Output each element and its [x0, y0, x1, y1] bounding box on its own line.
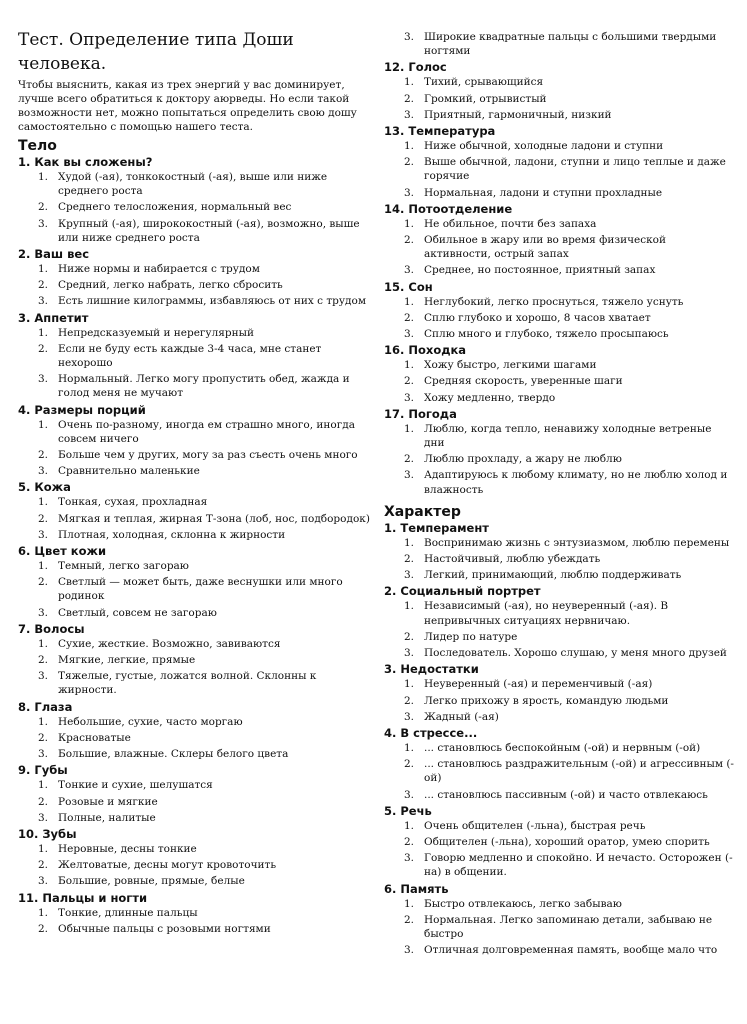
answer-list — [384, 358, 734, 405]
answer-text: Независимый (-ая), но неуверенный (-ая). В непривычных ситуациях нервничаю. — [424, 600, 669, 627]
answer-number: 1. — [38, 906, 49, 919]
question-block — [18, 622, 370, 698]
answer-text: Громкий, отрывистый — [424, 92, 547, 105]
answer-list — [384, 30, 734, 58]
answer-text: Люблю, когда тепло, ненавижу холодные ветреные дни — [424, 422, 712, 450]
answer-item — [384, 422, 734, 450]
question-block — [18, 891, 370, 936]
answer-item — [18, 559, 370, 573]
answer-item — [384, 374, 734, 388]
answer-number: 3. — [404, 569, 415, 582]
answer-list — [384, 139, 734, 200]
answer-item — [384, 819, 734, 833]
answer-text: Если не буду есть каждые 3-4 часа, мне станет нехорошо — [58, 342, 322, 370]
answer-number: 3. — [38, 528, 49, 541]
answer-text: Общителен (-льна), хороший оратор, умею спорить — [424, 835, 710, 848]
answer-text: Сравнительно маленькие — [58, 465, 200, 478]
question-block — [18, 155, 370, 245]
answer-item — [384, 897, 734, 911]
question-block — [384, 662, 734, 724]
answer-number: 2. — [38, 654, 49, 667]
answer-text: Легко прихожу в ярость, командую людьми — [424, 694, 669, 707]
answer-number: 2. — [38, 859, 49, 872]
section-title-body: Тело — [18, 138, 57, 154]
answer-number: 3. — [38, 606, 49, 619]
answer-text: Ниже обычной, холодные ладони и ступни — [424, 140, 664, 153]
answer-item — [18, 512, 370, 526]
answer-number: 2. — [38, 576, 49, 589]
question-block — [384, 407, 734, 497]
question-title: 6. Память — [384, 881, 449, 896]
answer-text: Красноватые — [58, 731, 131, 744]
answer-number: 2. — [38, 342, 49, 355]
answer-number: 2. — [404, 553, 415, 566]
answer-item — [384, 677, 734, 691]
section-title-character: Характер — [384, 503, 461, 520]
answer-text: Обычные пальцы с розовыми ногтями — [58, 922, 271, 935]
answer-number: 3. — [404, 328, 415, 341]
answer-text: ... становлюсь пассивным (-ой) и часто отвлекаюсь — [424, 788, 708, 801]
answer-item — [18, 842, 370, 856]
answer-text: Не обильное, почти без запаха — [424, 217, 597, 230]
answer-item — [18, 906, 370, 920]
answer-list — [18, 170, 370, 245]
question-title: 4. Размеры порций — [18, 402, 146, 417]
answer-number: 2. — [404, 375, 415, 388]
answer-item — [18, 715, 370, 729]
answer-number: 3. — [404, 788, 415, 801]
answer-number: 2. — [38, 449, 49, 462]
answer-number: 2. — [38, 922, 49, 935]
answer-number: 3. — [404, 31, 415, 43]
answer-text: Худой (-ая), тонкокостный (-ая), выше или ниже среднего роста — [58, 171, 328, 198]
answer-item — [18, 294, 370, 308]
question-title: 1. Как вы сложены? — [18, 155, 153, 169]
answer-list — [18, 418, 370, 479]
answer-number: 2. — [38, 201, 49, 214]
answer-number: 1. — [38, 418, 49, 431]
question-block — [18, 480, 370, 542]
answer-item — [384, 92, 734, 106]
intro-text: Чтобы выяснить, какая из трех энергий у вас доминирует, лучше всего обратиться к доктору аюрведы. Но если такой возможности нет, можно попытаться определить свою дошу самостоятельно с помощью нашего теста. — [18, 79, 357, 133]
answer-text: Люблю прохладу, а жару не люблю — [424, 453, 622, 466]
answer-number: 2. — [404, 694, 415, 707]
answer-number: 1. — [404, 422, 415, 435]
answer-number: 2. — [404, 311, 415, 324]
answer-item — [384, 217, 734, 231]
answer-number: 1. — [38, 171, 49, 183]
answer-text: Сухие, жесткие. Возможно, завиваются — [58, 637, 281, 650]
answer-text: Очень по-разному, иногда ем страшно много, иногда совсем ничего — [58, 418, 355, 445]
answer-text: Тонкая, сухая, прохладная — [58, 496, 208, 509]
answer-number: 1. — [404, 536, 415, 549]
answer-number: 1. — [404, 76, 415, 89]
answer-item — [384, 139, 734, 153]
answer-item — [384, 694, 734, 708]
answer-text: Светлый, совсем не загораю — [58, 606, 217, 619]
question-title: 13. Температура — [384, 124, 496, 139]
answer-item — [384, 630, 734, 644]
answer-number: 3. — [38, 465, 49, 478]
answer-item — [18, 606, 370, 620]
answer-text: Полные, налитые — [58, 811, 156, 824]
left-column — [18, 28, 370, 938]
answer-item — [18, 528, 370, 542]
answer-number: 2. — [38, 795, 49, 808]
answer-item — [18, 922, 370, 936]
answer-text: Сплю много и глубоко, тяжело просыпаюсь — [424, 328, 669, 341]
answer-item — [384, 851, 734, 879]
answer-number: 1. — [38, 560, 49, 573]
answer-text: Тяжелые, густые, ложатся волной. Склонны к жирности. — [58, 670, 317, 697]
answer-list — [384, 75, 734, 122]
answer-item — [384, 358, 734, 372]
answer-number: 1. — [404, 741, 415, 754]
answer-text: Темный, легко загораю — [58, 560, 189, 573]
answer-list — [18, 637, 370, 698]
answer-item — [384, 311, 734, 325]
answer-list — [384, 295, 734, 342]
answer-number: 2. — [38, 731, 49, 744]
answer-item — [384, 108, 734, 122]
question-list-left — [18, 155, 370, 936]
answer-number: 1. — [404, 295, 415, 308]
answer-item — [18, 747, 370, 761]
answer-text: Выше обычной, ладони, ступни и лицо теплые и даже горячие — [424, 156, 726, 183]
answer-number: 2. — [404, 92, 415, 105]
page-title: Тест. Определение типа Доши человека. — [18, 30, 294, 74]
answer-list — [384, 536, 734, 583]
answer-item — [384, 468, 734, 496]
question-block — [18, 247, 370, 309]
answer-text: Большие, влажные. Склеры белого цвета — [58, 748, 289, 761]
answer-number: 2. — [404, 630, 415, 643]
answer-number: 3. — [404, 469, 415, 482]
answer-number: 2. — [404, 913, 415, 926]
answer-list — [18, 906, 370, 936]
answer-number: 3. — [38, 295, 49, 308]
answer-text: Большие, ровные, прямые, белые — [58, 875, 245, 888]
answer-number: 1. — [404, 897, 415, 910]
answer-number: 3. — [404, 186, 415, 199]
answer-item — [384, 710, 734, 724]
answer-item — [18, 637, 370, 651]
answer-list — [18, 715, 370, 762]
answer-text: Мягкие, легкие, прямые — [58, 654, 196, 667]
answer-number: 3. — [38, 811, 49, 824]
answer-item — [18, 575, 370, 603]
question-block — [18, 827, 370, 889]
answer-item — [384, 741, 734, 755]
answer-number: 3. — [404, 108, 415, 121]
answer-item — [384, 943, 734, 957]
answer-text: Воспринимаю жизнь с энтузиазмом, люблю перемены — [424, 536, 730, 549]
answer-number: 1. — [404, 600, 415, 613]
answer-text: Плотная, холодная, склонна к жирности — [58, 528, 286, 541]
answer-text: Крупный (-ая), ширококостный (-ая), возможно, выше или ниже среднего роста — [58, 217, 360, 244]
answer-number: 2. — [38, 512, 49, 525]
answer-text: Мягкая и теплая, жирная Т-зона (лоб, нос, подбородок) — [58, 512, 370, 525]
answer-text: Говорю медленно и спокойно. И нечасто. Осторожен (-на) в общении. — [424, 852, 733, 879]
answer-item — [18, 795, 370, 809]
answer-item — [384, 155, 734, 183]
answer-item — [18, 170, 370, 198]
answer-text: Обильное в жару или во время физической активности, острый запах — [424, 234, 667, 261]
answer-text: Неровные, десны тонкие — [58, 842, 197, 855]
answer-item — [18, 653, 370, 667]
question-block — [384, 30, 734, 58]
answer-text: Хожу быстро, легкими шагами — [424, 359, 597, 372]
question-block — [384, 726, 734, 802]
answer-item — [18, 278, 370, 292]
answer-item — [384, 599, 734, 627]
answer-list — [18, 262, 370, 309]
answer-list — [18, 559, 370, 620]
answer-text: Ниже нормы и набирается с трудом — [58, 263, 260, 276]
answer-list — [18, 495, 370, 542]
answer-item — [18, 418, 370, 446]
question-block — [384, 124, 734, 200]
question-title: 5. Речь — [384, 803, 432, 818]
answer-list — [384, 599, 734, 660]
answer-item — [18, 495, 370, 509]
answer-item — [384, 913, 734, 941]
question-block — [384, 202, 734, 278]
answer-number: 1. — [404, 359, 415, 372]
answer-item — [384, 186, 734, 200]
answer-number: 3. — [404, 647, 415, 660]
answer-text: Тонкие, длинные пальцы — [58, 906, 198, 919]
answer-text: Больше чем у других, могу за раз съесть очень много — [58, 449, 358, 462]
answer-number: 1. — [38, 496, 49, 509]
answer-item — [18, 200, 370, 214]
answer-item — [18, 858, 370, 872]
answer-text: Хожу медленно, твердо — [424, 391, 556, 404]
answer-item — [384, 757, 734, 785]
answer-number: 1. — [38, 326, 49, 339]
question-title: 17. Погода — [384, 406, 457, 421]
right-column — [384, 30, 734, 959]
answer-item — [384, 552, 734, 566]
question-list-right-character — [384, 521, 734, 957]
answer-text: Настойчивый, люблю убеждать — [424, 553, 601, 566]
question-title: 5. Кожа — [18, 480, 71, 495]
answer-text: Средняя скорость, уверенные шаги — [424, 375, 623, 388]
answer-number: 2. — [404, 758, 415, 771]
question-title: 15. Сон — [384, 279, 433, 294]
answer-text: Неглубокий, легко проснуться, тяжело уснуть — [424, 295, 684, 308]
answer-text: Отличная долговременная память, вообще мало что — [424, 944, 718, 957]
answer-number: 1. — [38, 637, 49, 650]
question-block — [18, 311, 370, 401]
answer-text: ... становлюсь раздражительным (-ой) и агрессивным (-ой) — [424, 758, 734, 785]
question-list-right-body — [384, 30, 734, 497]
question-block — [384, 584, 734, 660]
answer-item — [384, 452, 734, 466]
answer-number: 1. — [38, 715, 49, 728]
answer-list — [384, 217, 734, 278]
answer-list — [384, 897, 734, 958]
answer-text: Очень общителен (-льна), быстрая речь — [424, 819, 646, 832]
answer-number: 1. — [404, 819, 415, 832]
answer-item — [384, 568, 734, 582]
answer-list — [18, 842, 370, 889]
answer-item — [384, 391, 734, 405]
answer-text: ... становлюсь беспокойным (-ой) и нервным (-ой) — [424, 741, 701, 754]
answer-item — [384, 646, 734, 660]
answer-text: Тихий, срывающийся — [424, 76, 544, 89]
answer-text: Быстро отвлекаюсь, легко забываю — [424, 897, 622, 910]
answer-item — [18, 669, 370, 697]
answer-number: 1. — [404, 678, 415, 691]
answer-number: 1. — [38, 779, 49, 792]
question-block — [18, 403, 370, 479]
answer-number: 3. — [404, 852, 415, 865]
answer-item — [384, 327, 734, 341]
answer-number: 3. — [404, 710, 415, 723]
answer-item — [18, 811, 370, 825]
answer-text: Средний, легко набрать, легко сбросить — [58, 279, 283, 292]
question-title: 1. Темперамент — [384, 520, 489, 535]
question-title: 6. Цвет кожи — [18, 544, 106, 559]
answer-text: Неуверенный (-ая) и переменчивый (-ая) — [424, 678, 653, 691]
answer-text: Тонкие и сухие, шелушатся — [58, 779, 213, 792]
answer-number: 2. — [38, 279, 49, 292]
question-title: 8. Глаза — [18, 699, 73, 714]
question-block — [384, 804, 734, 880]
question-block — [384, 280, 734, 342]
question-title: 14. Потоотделение — [384, 201, 513, 216]
answer-item — [18, 448, 370, 462]
answer-item — [384, 788, 734, 802]
answer-number: 3. — [404, 391, 415, 404]
answer-number: 3. — [38, 748, 49, 761]
answer-number: 3. — [38, 875, 49, 888]
answer-text: Приятный, гармоничный, низкий — [424, 108, 612, 121]
answer-item — [18, 326, 370, 340]
answer-list — [384, 741, 734, 802]
question-title: 7. Волосы — [18, 621, 85, 636]
question-title: 16. Походка — [384, 343, 467, 358]
answer-item — [384, 30, 734, 58]
answer-text: Нормальная, ладони и ступни прохладные — [424, 186, 663, 199]
answer-text: Лидер по натуре — [424, 630, 518, 643]
answer-text: Жадный (-ая) — [424, 710, 499, 723]
answer-text: Светлый — может быть, даже веснушки или много родинок — [58, 576, 343, 603]
answer-number: 2. — [404, 234, 415, 247]
answer-item — [18, 464, 370, 478]
answer-text: Широкие квадратные пальцы с большими твердыми ногтями — [424, 31, 717, 58]
question-block — [18, 700, 370, 762]
answer-text: Адаптируюсь к любому климату, но не люблю холод и влажность — [424, 469, 728, 496]
answer-item — [384, 233, 734, 261]
answer-number: 3. — [38, 670, 49, 683]
answer-list — [384, 422, 734, 497]
answer-item — [18, 731, 370, 745]
question-title: 10. Зубы — [18, 826, 77, 841]
answer-item — [18, 217, 370, 245]
answer-number: 1. — [38, 263, 49, 276]
answer-text: Желтоватые, десны могут кровоточить — [58, 859, 277, 872]
answer-text: Розовые и мягкие — [58, 795, 158, 808]
answer-item — [384, 75, 734, 89]
question-title: 12. Голос — [384, 60, 447, 75]
question-block — [384, 521, 734, 583]
answer-number: 3. — [404, 264, 415, 277]
answer-item — [384, 295, 734, 309]
answer-text: Небольшие, сухие, часто моргаю — [58, 715, 243, 728]
answer-number: 3. — [38, 217, 49, 230]
answer-list — [384, 819, 734, 880]
question-title: 3. Недостатки — [384, 662, 479, 677]
answer-text: Легкий, принимающий, люблю поддерживать — [424, 569, 682, 582]
answer-text: Сплю глубоко и хорошо, 8 часов хватает — [424, 311, 651, 324]
answer-number: 3. — [404, 944, 415, 957]
answer-number: 2. — [404, 453, 415, 466]
answer-text: Последователь. Хорошо слушаю, у меня много друзей — [424, 647, 727, 660]
answer-text: Нормальный. Легко могу пропустить обед, жажда и голод меня не мучают — [58, 373, 350, 400]
question-title: 4. В стрессе... — [384, 725, 478, 740]
question-block — [384, 60, 734, 122]
answer-item — [18, 778, 370, 792]
question-block — [18, 544, 370, 620]
answer-number: 3. — [38, 373, 49, 386]
answer-item — [18, 372, 370, 400]
answer-text: Непредсказуемый и нерегулярный — [58, 326, 254, 339]
answer-text: Есть лишние килограммы, избавляюсь от них с трудом — [58, 295, 366, 308]
answer-number: 2. — [404, 835, 415, 848]
answer-item — [384, 835, 734, 849]
answer-number: 2. — [404, 156, 415, 169]
answer-number: 1. — [38, 842, 49, 855]
answer-list — [18, 326, 370, 401]
answer-list — [384, 677, 734, 724]
question-title: 2. Социальный портрет — [384, 584, 541, 599]
answer-text: Среднее, но постоянное, приятный запах — [424, 264, 656, 277]
answer-text: Нормальная. Легко запоминаю детали, забываю не быстро — [424, 913, 713, 940]
answer-item — [384, 536, 734, 550]
question-title: 3. Аппетит — [18, 310, 89, 325]
answer-item — [18, 342, 370, 370]
answer-item — [18, 262, 370, 276]
question-title: 9. Губы — [18, 763, 68, 778]
answer-list — [18, 778, 370, 825]
question-title: 11. Пальцы и ногти — [18, 890, 148, 905]
answer-text: Среднего телосложения, нормальный вес — [58, 201, 292, 214]
question-block — [18, 763, 370, 825]
answer-item — [384, 263, 734, 277]
answer-number: 1. — [404, 140, 415, 153]
answer-item — [18, 874, 370, 888]
question-title: 2. Ваш вес — [18, 247, 90, 262]
question-block — [384, 343, 734, 405]
question-block — [384, 882, 734, 958]
answer-number: 1. — [404, 217, 415, 230]
